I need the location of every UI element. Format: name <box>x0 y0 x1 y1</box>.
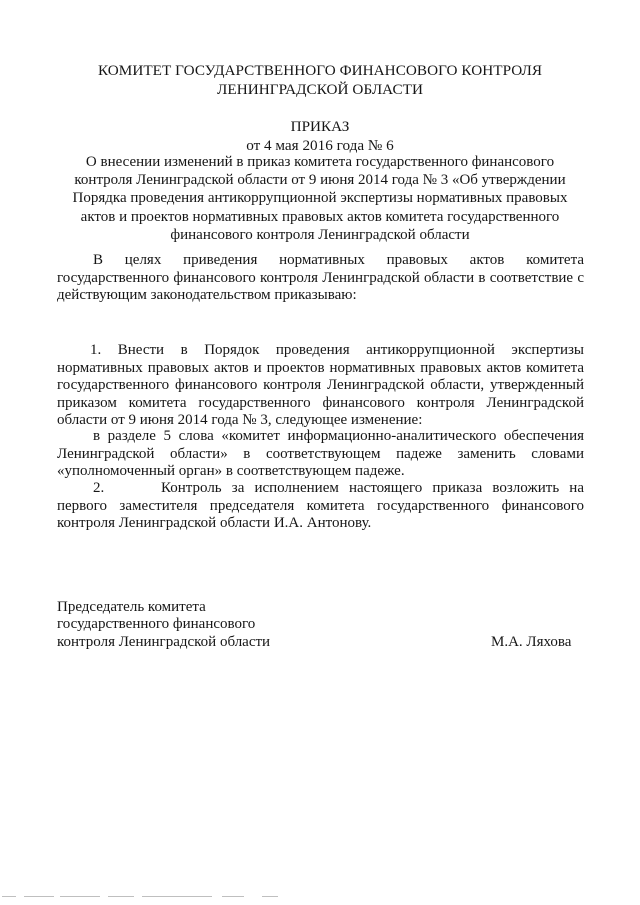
item-1-word: Порядок <box>204 342 260 358</box>
order-item-2 <box>57 480 584 533</box>
signature-position-line: контроля Ленинградской области <box>57 633 271 650</box>
preamble-first-line: В целях приведения нормативных правовых актов комитета <box>93 252 584 268</box>
preamble-rest: государственного финансового контроля Ленинградской области в соответствие с действующим законодательством приказываю: <box>57 269 584 304</box>
item-1-text: нормативных правовых актов и проектов нормативных правовых актов комитета государственного финансового контроля Ленинградской области, утвержденный приказом комитета государственного финансового контроля Ленинградской области от 9 июня 2014 года № 3, следующее изменение: <box>57 359 584 429</box>
order-title-line: актов и проектов нормативных правовых актов комитета государственного <box>80 208 560 225</box>
signature-position <box>57 599 270 651</box>
order-item-1 <box>57 342 584 430</box>
document-date-number: от 4 мая 2016 года № 6 <box>246 137 394 154</box>
item-1-word: экспертизы <box>511 342 584 358</box>
organization-line-1: КОМИТЕТ ГОСУДАРСТВЕННОГО ФИНАНСОВОГО КОНТРОЛЯ <box>97 62 543 79</box>
preamble-paragraph <box>57 252 584 305</box>
order-heading <box>0 117 640 155</box>
item-1-word: Внести <box>117 342 165 358</box>
organization-line-2: ЛЕНИНГРАДСКОЙ ОБЛАСТИ <box>217 81 423 98</box>
order-title-line: Порядка проведения антикоррупционной экспертизы нормативных правовых <box>72 190 568 207</box>
order-item-1-change: в разделе 5 слова «комитет информационно-аналитического обеспечения Ленинградской области» в соответствующем падеже заменить словами «уполномоченный орган» в соответствующем падеже. <box>57 428 584 480</box>
signature-position-line: государственного финансового <box>57 616 256 633</box>
item-2-number: 2. <box>93 480 105 496</box>
signature-position-line: Председатель комитета <box>57 599 206 615</box>
document-type: ПРИКАЗ <box>290 118 350 135</box>
item-1-word: проведения <box>275 342 350 358</box>
item-1-number: 1. <box>90 342 102 358</box>
order-title <box>0 153 640 244</box>
order-title-line: О внесении изменений в приказ комитета государственного финансового <box>85 154 555 170</box>
signatory-name: М.А. Ляхова <box>491 634 572 650</box>
organization-heading <box>0 61 640 99</box>
item-2-text: Контроль за исполнением настоящего приказа возложить на первого заместителя председателя комитета государственного финансового контроля Ленинградской области И.А. Антонову. <box>57 480 584 532</box>
order-title-line: контроля Ленинградской области от 9 июня 2014 года № 3 «Об утверждении <box>74 172 566 189</box>
item-1-first-line <box>57 342 584 360</box>
item-1-word: в <box>180 342 188 358</box>
scan-edge-marks <box>0 893 640 899</box>
item-1-word: антикоррупционной <box>366 342 495 358</box>
order-title-line: финансового контроля Ленинградской области <box>170 226 470 243</box>
